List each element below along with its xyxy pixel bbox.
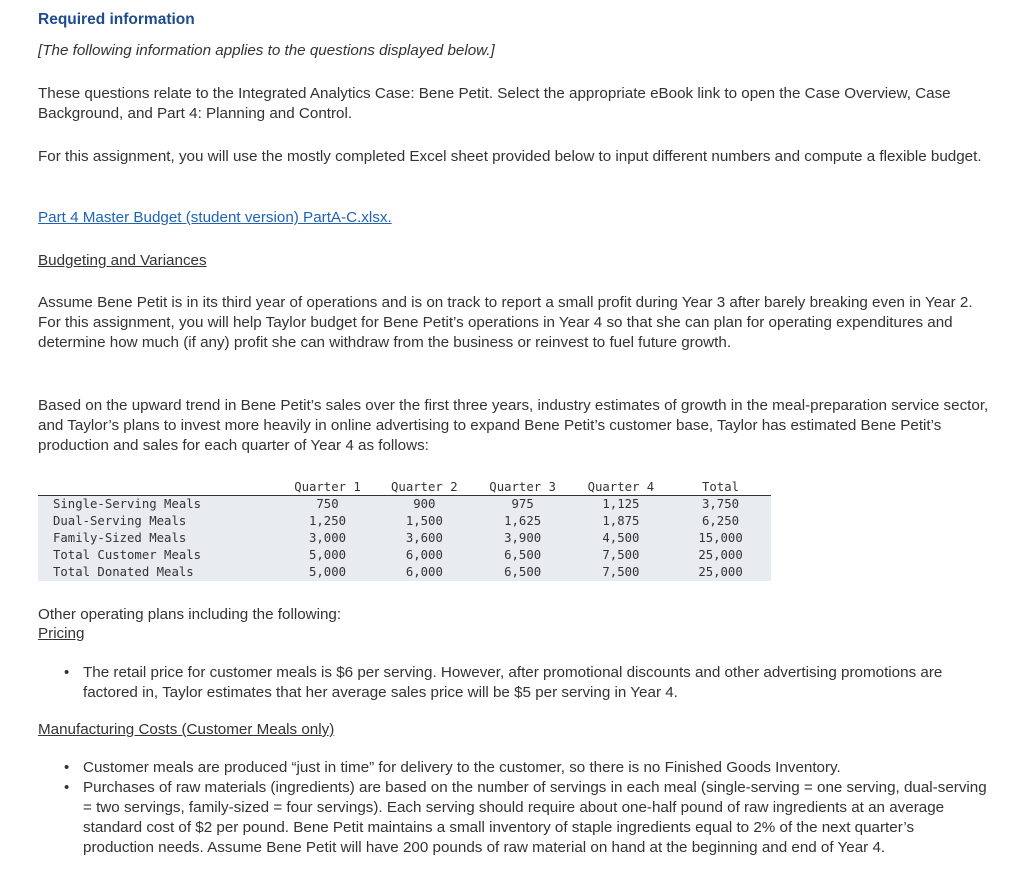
intro-paragraph-1: These questions relate to the Integrated Analytics Case: Bene Petit. Select the appropriate eBook link to open the Case Overview, Case Background, and Part 4: Planning and Control. xyxy=(38,85,951,122)
other-plans-intro: Other operating plans including the following: xyxy=(38,606,342,623)
column-header: Total xyxy=(670,479,771,496)
table-cell: 15,000 xyxy=(670,530,771,547)
production-sales-table xyxy=(38,479,771,581)
table-cell: 900 xyxy=(375,496,473,514)
table-cell: 5,000 xyxy=(280,547,375,564)
table-cell: 6,000 xyxy=(375,547,473,564)
table-cell: 1,875 xyxy=(572,513,670,530)
column-header: Quarter 4 xyxy=(572,479,670,496)
budgeting-heading: Budgeting and Variances xyxy=(38,252,207,269)
table-cell: 3,900 xyxy=(473,530,571,547)
row-label: Dual-Serving Meals xyxy=(38,513,280,530)
excel-file-link[interactable]: Part 4 Master Budget (student version) PartA-C.xlsx. xyxy=(38,209,392,226)
table-row xyxy=(38,496,771,514)
table-cell: 975 xyxy=(473,496,571,514)
table-cell: 25,000 xyxy=(670,547,771,564)
list-item: • Purchases of raw materials (ingredients) are based on the number of servings in each meal (single-serving = one serving, dual-serving = two servings, family-sized = four servings). Each serving should require about one-half pound of raw ingredients at an average standard cost of $2 per pound. Bene Petit maintains a small inventory of staple ingredients equal to 2% of the next quarter’s production needs. Assume Bene Petit will have 200 pounds of raw material on hand at the beginning and end of Year 4. xyxy=(83,778,988,858)
table-row xyxy=(38,530,771,547)
table-cell: 7,500 xyxy=(572,564,670,581)
table-cell: 6,250 xyxy=(670,513,771,530)
list-item: • The retail price for customer meals is $6 per serving. However, after promotional discounts and other advertising promotions are factored in, Taylor estimates that her average sales price will be $5 per serving in Year 4. xyxy=(83,663,988,703)
row-label: Total Donated Meals xyxy=(38,564,280,581)
required-information-title: Required information xyxy=(38,11,195,28)
table-cell: 4,500 xyxy=(572,530,670,547)
table-cell: 3,750 xyxy=(670,496,771,514)
table-cell: 5,000 xyxy=(280,564,375,581)
table-row xyxy=(38,564,771,581)
row-label: Single-Serving Meals xyxy=(38,496,280,514)
pricing-heading: Pricing xyxy=(38,625,85,642)
intro-paragraph-2: For this assignment, you will use the mostly completed Excel sheet provided below to input different numbers and compute a flexible budget. xyxy=(38,148,982,165)
list-item: • Customer meals are produced “just in time” for delivery to the customer, so there is no Finished Goods Inventory. xyxy=(83,758,988,778)
table-cell: 6,500 xyxy=(473,564,571,581)
manufacturing-heading: Manufacturing Costs (Customer Meals only) xyxy=(38,721,335,738)
table-row xyxy=(38,513,771,530)
table-header-row xyxy=(38,479,771,496)
pricing-list xyxy=(83,663,988,703)
table-cell: 1,625 xyxy=(473,513,571,530)
table-cell: 1,500 xyxy=(375,513,473,530)
column-header: Quarter 1 xyxy=(280,479,375,496)
row-label: Total Customer Meals xyxy=(38,547,280,564)
table-cell: 6,500 xyxy=(473,547,571,564)
column-header: Quarter 3 xyxy=(473,479,571,496)
column-header xyxy=(38,479,280,496)
table-cell: 3,000 xyxy=(280,530,375,547)
manufacturing-list xyxy=(83,758,988,858)
estimate-paragraph: Based on the upward trend in Bene Petit’s sales over the first three years, industry estimates of growth in the meal-preparation service sector, and Taylor’s plans to invest more heavily in online advertising to expand Bene Petit’s customer base, Taylor has estimated Bene Petit’s production and sales for each quarter of Year 4 as follows: xyxy=(38,397,989,454)
table-row xyxy=(38,547,771,564)
table-cell: 1,125 xyxy=(572,496,670,514)
table-cell: 6,000 xyxy=(375,564,473,581)
column-header: Quarter 2 xyxy=(375,479,473,496)
table-cell: 750 xyxy=(280,496,375,514)
table-cell: 1,250 xyxy=(280,513,375,530)
applies-note: [The following information applies to the questions displayed below.] xyxy=(38,42,495,59)
table-cell: 3,600 xyxy=(375,530,473,547)
table-cell: 25,000 xyxy=(670,564,771,581)
table-cell: 7,500 xyxy=(572,547,670,564)
row-label: Family-Sized Meals xyxy=(38,530,280,547)
assumption-paragraph: Assume Bene Petit is in its third year of operations and is on track to report a small profit during Year 3 after barely breaking even in Year 2. For this assignment, you will help Taylor budget for Bene Petit’s operations in Year 4 so that she can plan for operating expenditures and determine how much (if any) profit she can withdraw from the business or reinvest to fuel future growth. xyxy=(38,294,973,351)
